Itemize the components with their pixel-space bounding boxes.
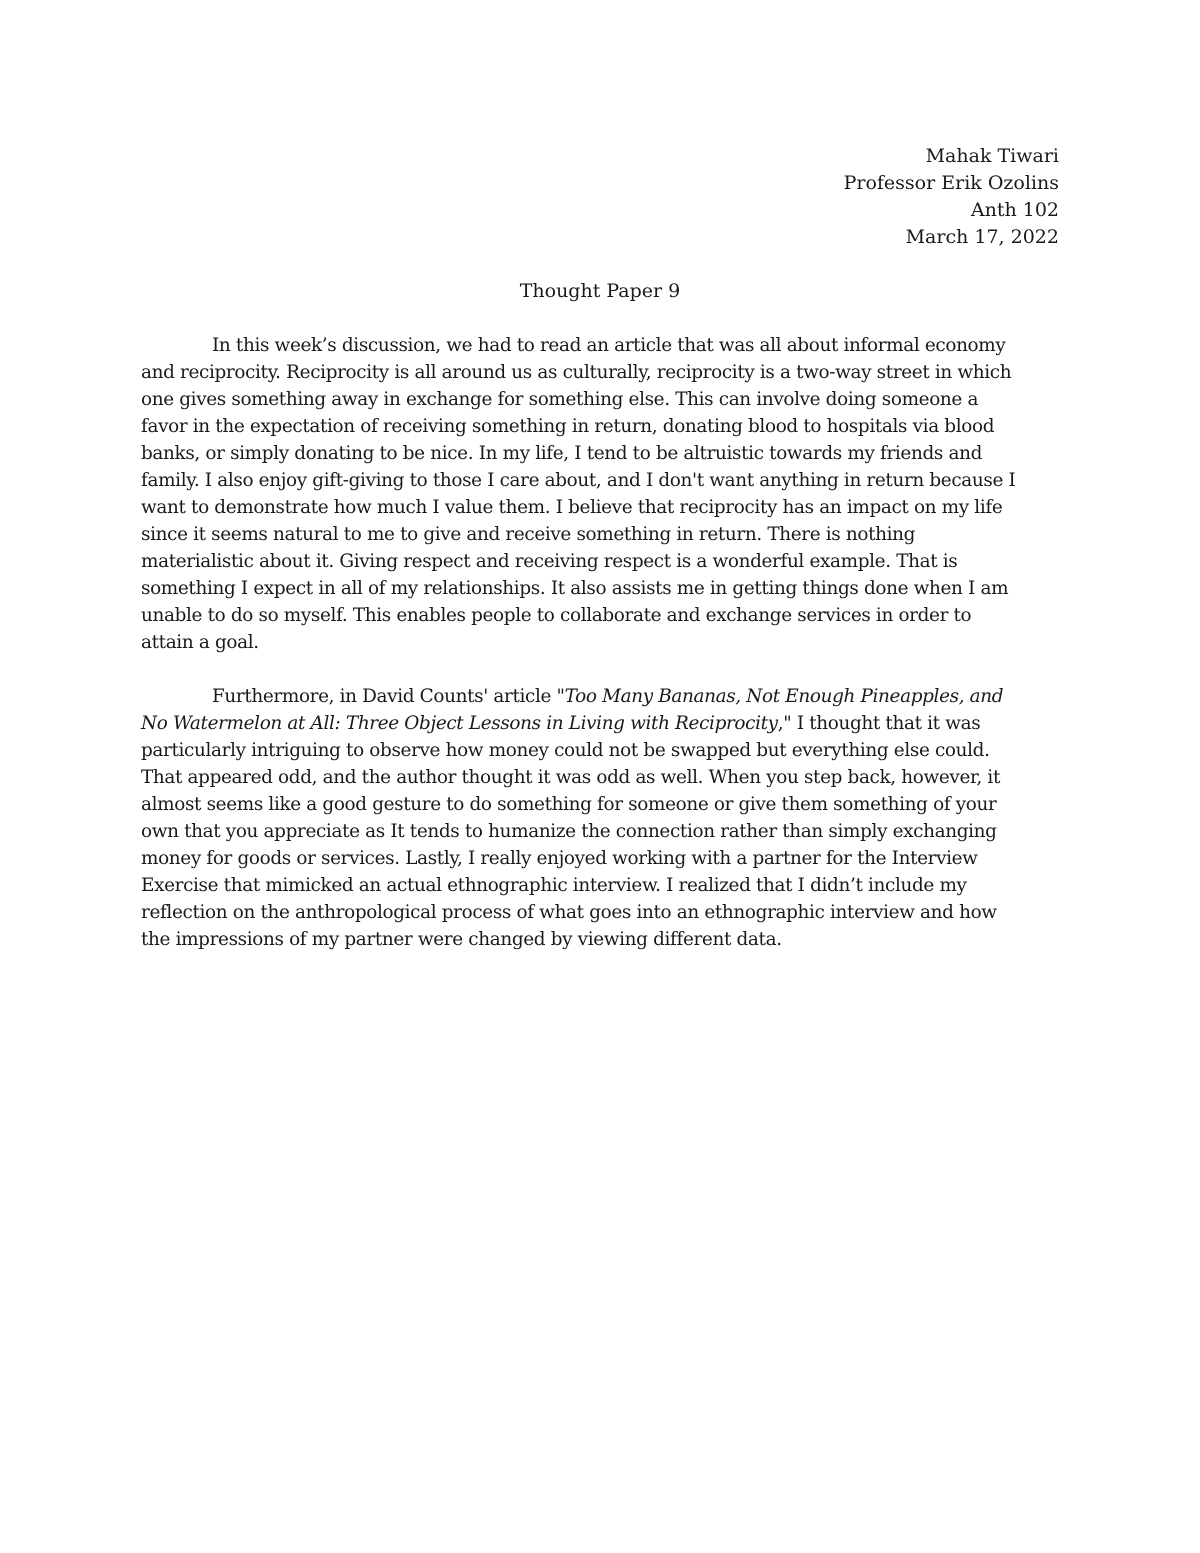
paragraph-line: since it seems natural to me to give and receive something in return. There is nothing xyxy=(141,524,916,545)
paragraph-line: money for goods or services. Lastly, I really enjoyed working with a partner for the Interview xyxy=(141,848,978,869)
paragraph-line: the impressions of my partner were changed by viewing different data. xyxy=(141,929,782,950)
paragraph-line xyxy=(141,683,1059,710)
paragraph-line: reflection on the anthropological process of what goes into an ethnographic interview and how xyxy=(141,902,997,923)
paragraph-line: family. I also enjoy gift-giving to those I care about, and I don't want anything in return because I xyxy=(141,470,1016,491)
paper-date: March 17, 2022 xyxy=(905,226,1059,248)
paragraph-line: unable to do so myself. This enables people to collaborate and exchange services in order to xyxy=(141,605,972,626)
paragraph-1 xyxy=(141,332,1059,656)
article-title-part-1: Too Many Bananas, Not Enough Pineapples, and xyxy=(564,686,1004,707)
paragraph-line: something I expect in all of my relationships. It also assists me in getting things done when I am xyxy=(141,578,1009,599)
paragraph-line: own that you appreciate as It tends to humanize the connection rather than simply exchanging xyxy=(141,821,997,842)
header-block xyxy=(559,143,1059,251)
paragraph-text: Furthermore, in David Counts' article " xyxy=(212,686,565,707)
paper-body xyxy=(141,332,1059,980)
paragraph-line: That appeared odd, and the author thought it was odd as well. When you step back, however, it xyxy=(141,767,1000,788)
paragraph-line: In this week’s discussion, we had to read an article that was all about informal economy xyxy=(212,335,1006,356)
paragraph-line xyxy=(141,710,1059,737)
professor-name: Professor Erik Ozolins xyxy=(843,172,1059,194)
author-name: Mahak Tiwari xyxy=(925,145,1059,167)
paragraph-line: Exercise that mimicked an actual ethnographic interview. I realized that I didn’t include my xyxy=(141,875,967,896)
paragraph-line: materialistic about it. Giving respect and receiving respect is a wonderful example. That is xyxy=(141,551,958,572)
paragraph-line: almost seems like a good gesture to do something for someone or give them something of your xyxy=(141,794,997,815)
paragraph-line: favor in the expectation of receiving something in return, donating blood to hospitals via blood xyxy=(141,416,995,437)
paragraph-line: one gives something away in exchange for something else. This can involve doing someone a xyxy=(141,389,979,410)
paragraph-line: banks, or simply donating to be nice. In my life, I tend to be altruistic towards my friends and xyxy=(141,443,982,464)
paragraph-line: particularly intriguing to observe how money could not be swapped but everything else could. xyxy=(141,740,990,761)
course-code: Anth 102 xyxy=(970,199,1059,221)
paragraph-line: and reciprocity. Reciprocity is all around us as culturally, reciprocity is a two-way street in which xyxy=(141,362,1012,383)
paragraph-line: attain a goal. xyxy=(141,632,259,653)
article-title-part-2: No Watermelon at All: Three Object Lessons in Living with Reciprocity xyxy=(141,713,778,734)
paragraph-2 xyxy=(141,683,1059,953)
paragraph-line: want to demonstrate how much I value them. I believe that reciprocity has an impact on my life xyxy=(141,497,1003,518)
paper-title: Thought Paper 9 xyxy=(519,280,681,302)
paragraph-text: ," I thought that it was xyxy=(777,713,981,734)
